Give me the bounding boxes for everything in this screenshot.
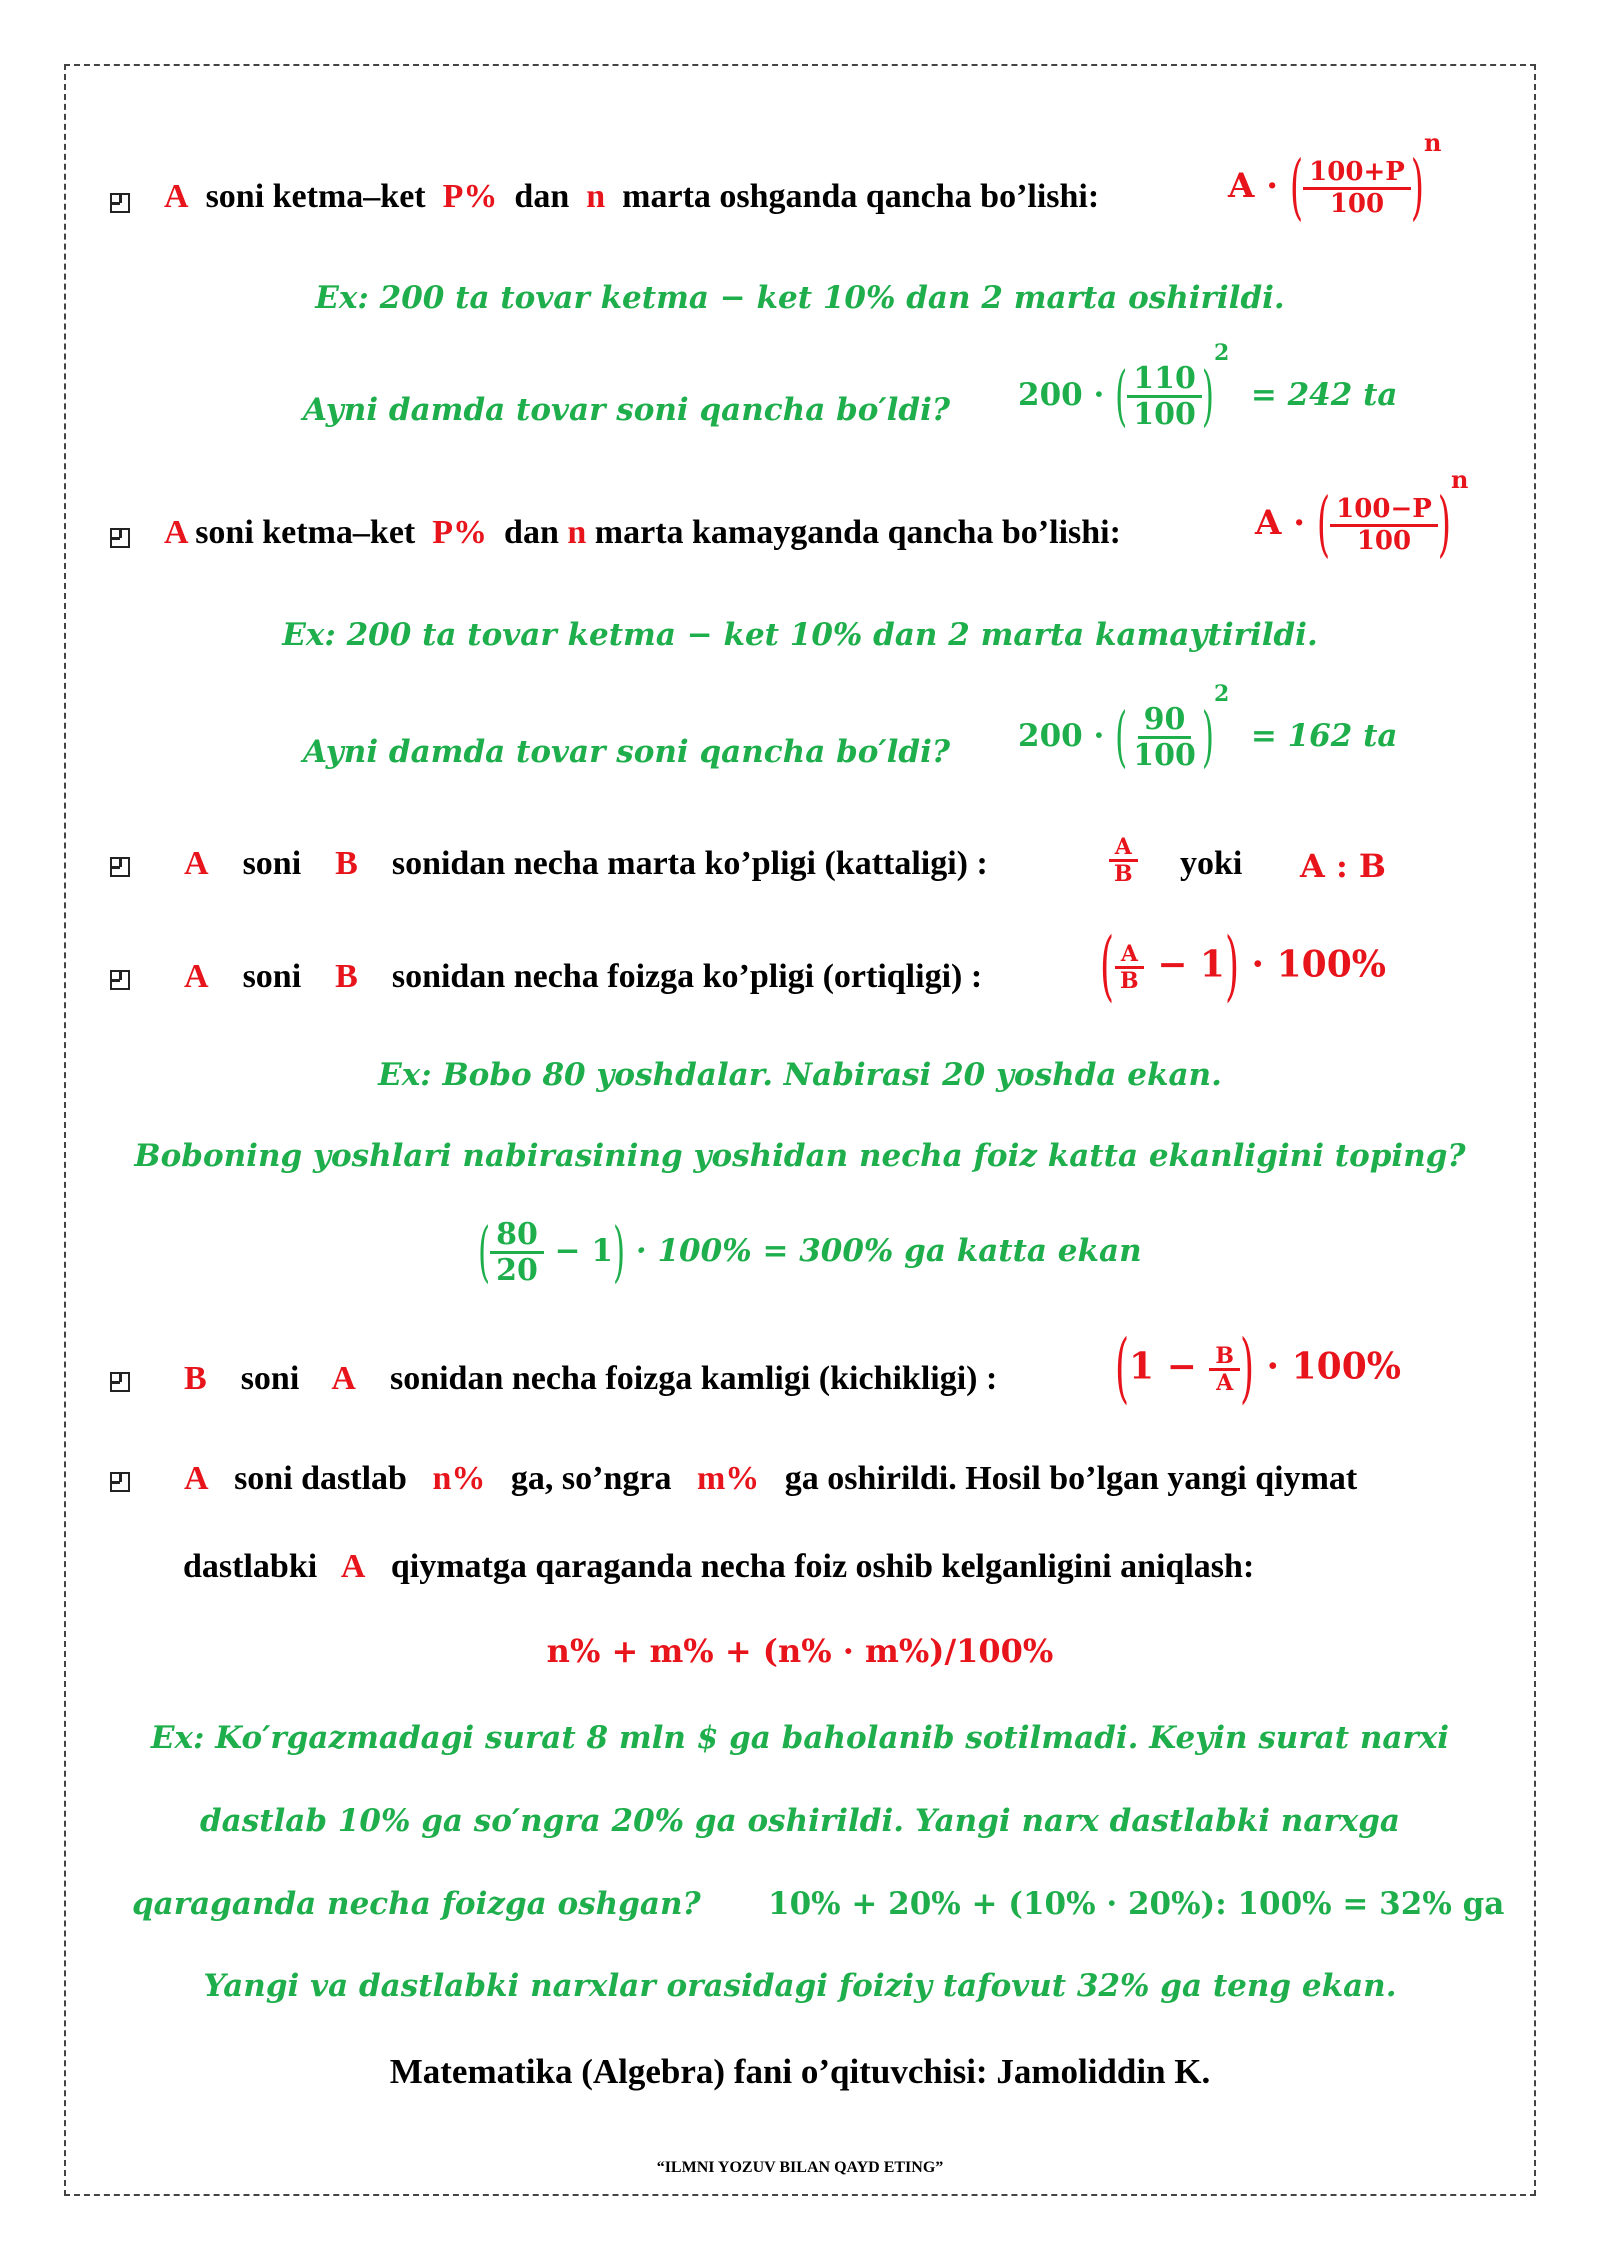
rule-item-3: A soni B sonidan necha marta ko’pligi (kattaligi) : [184, 845, 988, 882]
example-4-line-2: dastlab 10% ga so′ngra 20% ga oshirildi. Yangi narx dastlabki narxga [200, 1803, 1400, 1839]
checkbox-bullet-icon [110, 193, 130, 213]
example-4-line-1: Ex: Ko′rgazmadagi surat 8 mln $ ga baholanib sotilmadi. Keyin surat narxi [150, 1720, 1450, 1756]
formula-percent-more: ( $\frac{A}{B}$ − 1) · 100% [1100, 924, 1386, 1011]
word-yoki: yoki [1180, 845, 1243, 882]
rule-item-4: A soni B sonidan necha foizga ko’pligi (ortiqligi) : [184, 958, 983, 995]
rule-item-1: A soni ketma–ket P% dan n marta oshganda qancha bo’lishi: [164, 178, 1100, 215]
example-2-line-1: Ex: 200 ta tovar ketma − ket 10% dan 2 marta kamaytirildi. [282, 617, 1318, 653]
rule-item-5: B soni A sonidan necha foizga kamligi (kichikligi) : [184, 1360, 998, 1397]
rule-item-2: A soni ketma–ket P% dan n marta kamayganda qancha bo’lishi: [164, 514, 1121, 551]
example-1-line-1: Ex: 200 ta tovar ketma − ket 10% dan 2 marta oshirildi. [315, 280, 1285, 316]
formula-decrease: A · ( $\frac{100-P}{100}$ )n [1255, 465, 1469, 568]
example-1-calc: 200 · ( $\frac{110}{100}$ )2 = 242 ta [1018, 340, 1398, 435]
signature: Matematika (Algebra) fani o’qituvchisi: Jamoliddin K. [389, 2052, 1211, 2091]
example-4-line-4: Yangi va dastlabki narxlar orasidagi foiziy tafovut 32% ga teng ekan. [203, 1968, 1397, 2004]
ratio-notation: A : B [1300, 847, 1386, 885]
rule-item-6: A soni dastlab n% ga, so’ngra m% ga oshirildi. Hosil bo’lgan yangi qiymat [184, 1460, 1358, 1497]
rule-item-6-line-2: dastlabki A qiymatga qaraganda necha foiz oshib kelganligini aniqlash: [183, 1548, 1255, 1585]
checkbox-bullet-icon [110, 1472, 130, 1492]
example-3-line-1: Ex: Bobo 80 yoshdalar. Nabirasi 20 yoshda ekan. [378, 1057, 1222, 1093]
checkbox-bullet-icon [110, 528, 130, 548]
example-4-line-3a: qaraganda necha foizga oshgan? [132, 1886, 701, 1922]
checkbox-bullet-icon [110, 857, 130, 877]
formula-increase: A · ( $\frac{100+P}{100}$ )n [1228, 128, 1442, 231]
example-3-calc: ( $\frac{80}{20}$ − 1) · 100% = 300% ga katta ekan [478, 1214, 1142, 1291]
example-2-calc: 200 · ( $\frac{90}{100}$ )2 = 162 ta [1018, 681, 1398, 776]
checkbox-bullet-icon [110, 970, 130, 990]
example-1-question: Ayni damda tovar soni qancha bo′ldi? [303, 392, 951, 428]
example-2-question: Ayni damda tovar soni qancha bo′ldi? [303, 734, 951, 770]
example-3-line-2: Boboning yoshlari nabirasining yoshidan necha foiz katta ekanligini toping? [134, 1138, 1466, 1174]
footer-motto: “ILMNI YOZUV BILAN QAYD ETING” [656, 2159, 944, 2176]
formula-compound-increase: n% + m% + (n% · m%)/100% [546, 1632, 1054, 1670]
checkbox-bullet-icon [110, 1372, 130, 1392]
formula-ratio: $\frac{A}{B}$ [1108, 835, 1139, 886]
formula-percent-less: (1 − $\frac{B}{A}$ ) · 100% [1115, 1326, 1401, 1413]
example-4-line-3b: 10% + 20% + (10% · 20%): 100% = 32% ga [768, 1886, 1505, 1922]
